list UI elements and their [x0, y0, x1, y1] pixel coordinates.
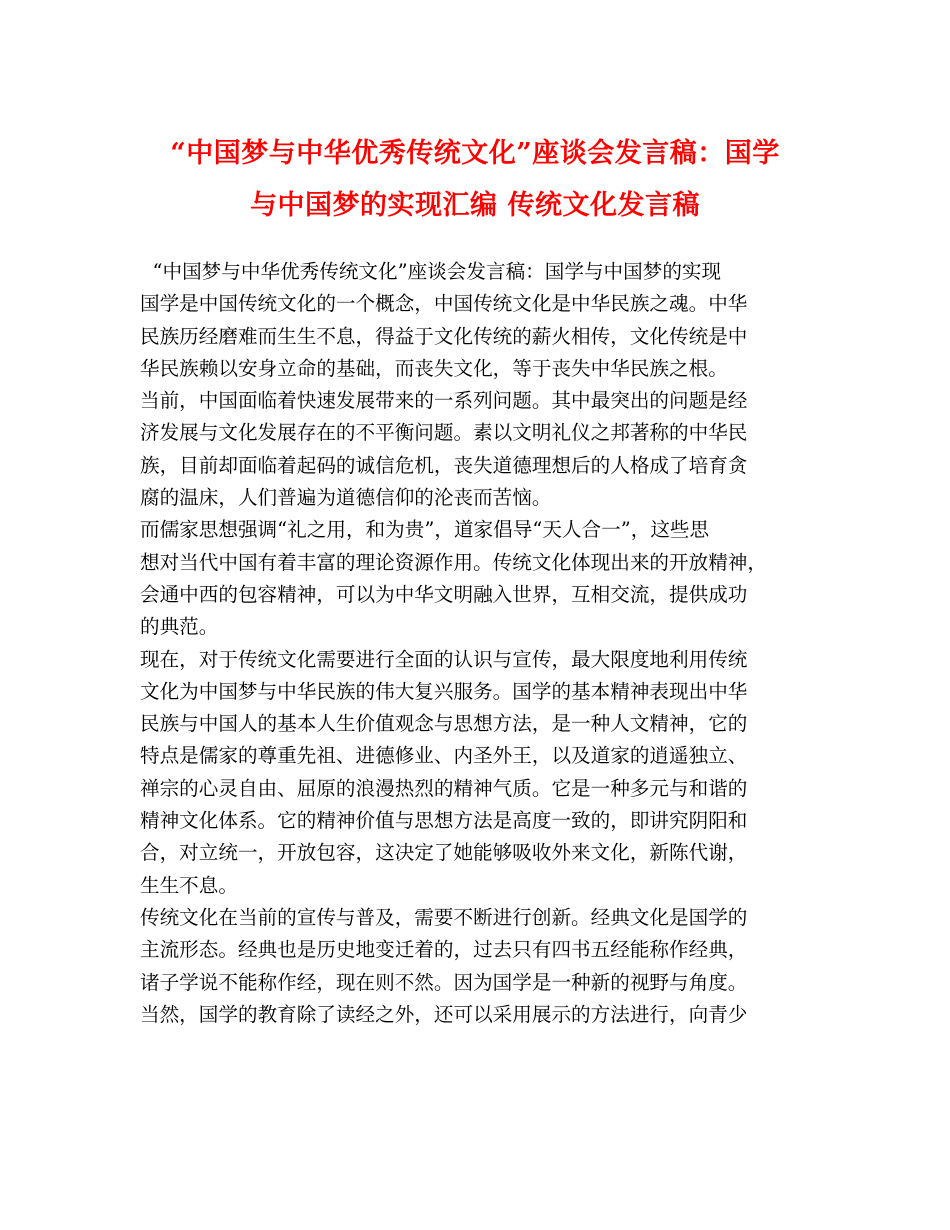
- body-line: 特点是儒家的尊重先祖、进德修业、内圣外王，以及道家的逍遥独立、: [140, 744, 748, 768]
- body-line: 精神文化体系。它的精神价值与思想方法是高度一致的，即讲究阴阳和: [140, 809, 748, 833]
- body-line: 合，对立统一，开放包容，这决定了她能够吸收外来文化，新陈代谢，: [140, 841, 748, 865]
- body-line: 会通中西的包容精神，可以为中华文明融入世界，互相交流，提供成功: [140, 582, 748, 606]
- body-line: “中国梦与中华优秀传统文化”座谈会发言稿：国学与中国梦的实现: [140, 260, 722, 283]
- body-line: 主流形态。经典也是历史地变迁着的，过去只有四书五经能称作经典，: [140, 938, 748, 962]
- body-line: 华民族赖以安身立命的基础，而丧失文化，等于丧失中华民族之根。: [140, 356, 728, 380]
- body-line: 族，目前却面临着起码的诚信危机，丧失道德理想后的人格成了培育贪: [140, 453, 748, 477]
- title-line: 与中国梦的实现汇编 传统文化发言稿: [250, 190, 700, 221]
- document-title: [120, 128, 830, 232]
- body-line: 生生不息。: [140, 873, 238, 897]
- body-line: 传统文化在当前的宣传与普及，需要不断进行创新。经典文化是国学的: [140, 905, 748, 929]
- body-line: 而儒家思想强调“礼之用，和为贵”，道家倡导“天人合一”，这些思: [140, 518, 710, 542]
- body-line: 想对当代中国有着丰富的理论资源作用。传统文化体现出来的开放精神，: [140, 550, 767, 574]
- document-body: [140, 256, 820, 1031]
- body-line: 民族与中国人的基本人生价值观念与思想方法，是一种人文精神，它的: [140, 712, 748, 736]
- body-line: 当然，国学的教育除了读经之外，还可以采用展示的方法进行，向青少: [140, 1002, 748, 1026]
- body-line: 国学是中国传统文化的一个概念，中国传统文化是中华民族之魂。中华: [140, 292, 748, 316]
- body-line: 现在，对于传统文化需要进行全面的认识与宣传，最大限度地利用传统: [140, 647, 748, 671]
- body-line: 民族历经磨难而生生不息，得益于文化传统的薪火相传，文化传统是中: [140, 324, 748, 348]
- body-line: 的典范。: [140, 615, 219, 639]
- body-line: 诸子学说不能称作经，现在则不然。因为国学是一种新的视野与角度。: [140, 970, 748, 994]
- title-line: “中国梦与中华优秀传统文化”座谈会发言稿：国学: [170, 138, 780, 169]
- body-line: 当前，中国面临着快速发展带来的一系列问题。其中最突出的问题是经: [140, 389, 748, 413]
- body-line: 禅宗的心灵自由、屈原的浪漫热烈的精神气质。它是一种多元与和谐的: [140, 776, 748, 800]
- body-line: 文化为中国梦与中华民族的伟大复兴服务。国学的基本精神表现出中华: [140, 679, 748, 703]
- body-line: 腐的温床，人们普遍为道德信仰的沦丧而苦恼。: [140, 486, 552, 510]
- body-line: 济发展与文化发展存在的不平衡问题。素以文明礼仪之邦著称的中华民: [140, 421, 748, 445]
